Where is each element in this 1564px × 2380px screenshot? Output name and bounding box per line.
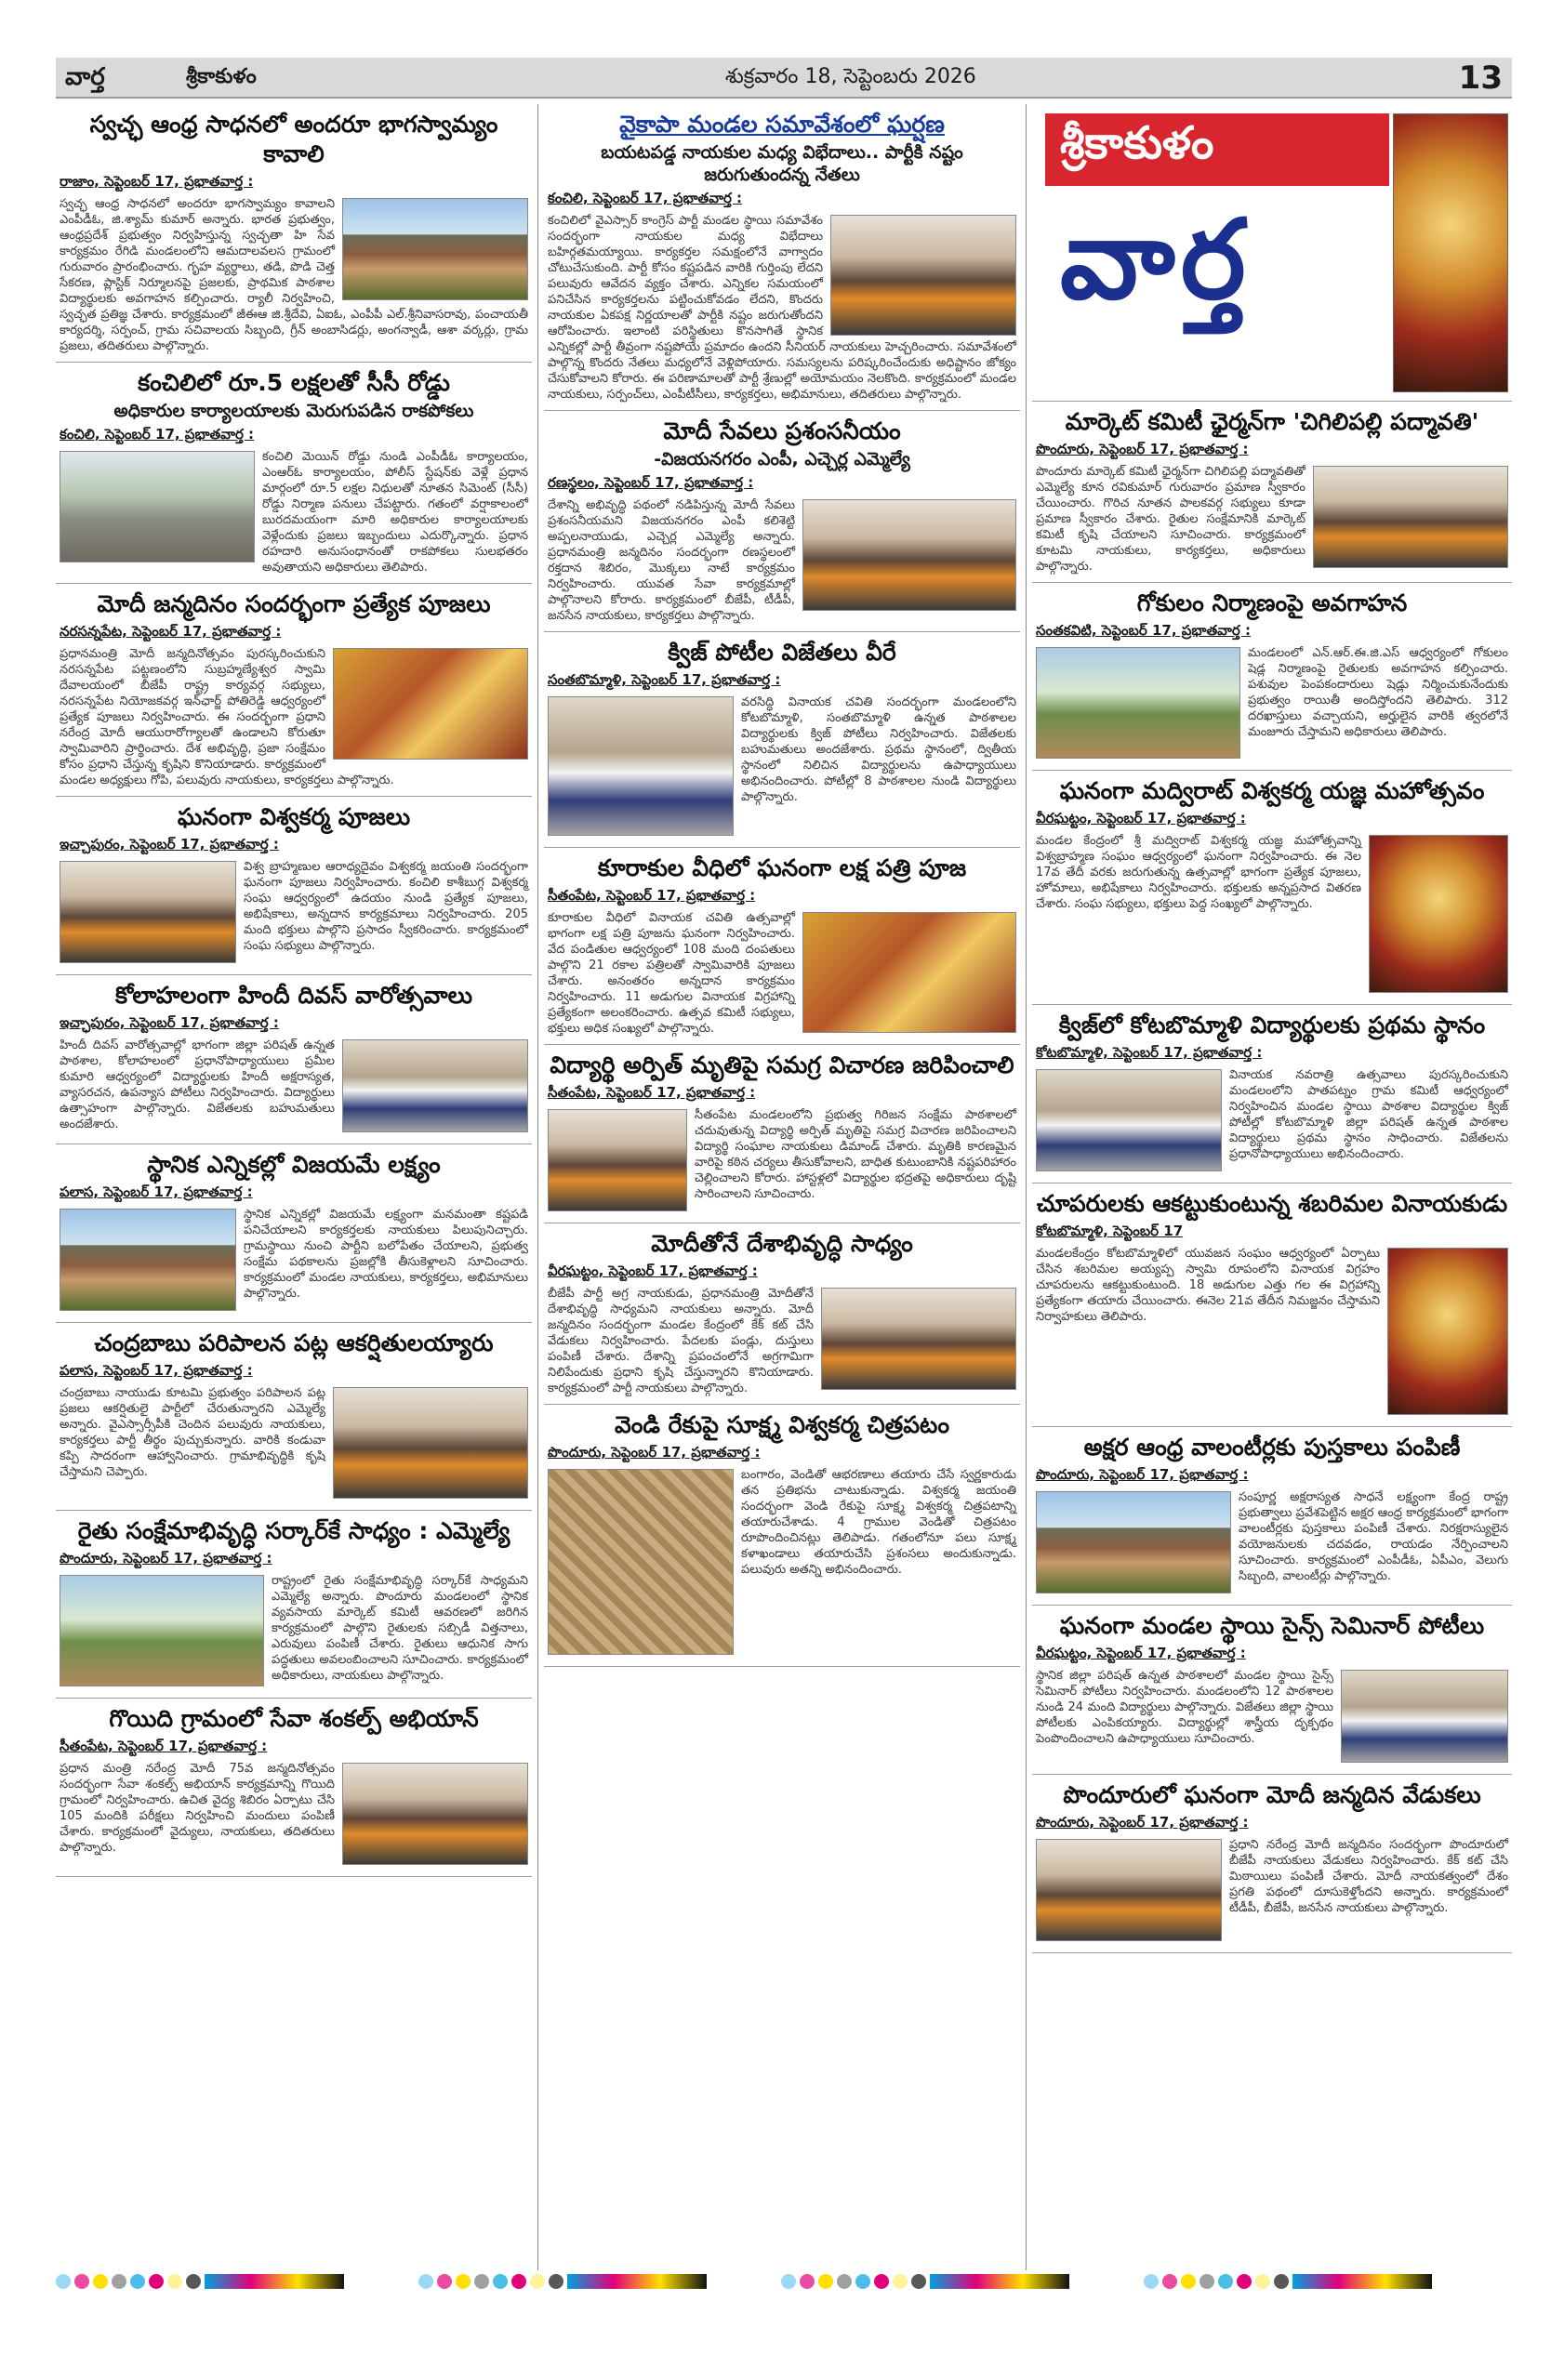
news-story xyxy=(544,411,1020,632)
registration-dot xyxy=(474,2274,489,2289)
story-photo xyxy=(1313,466,1508,568)
registration-dot xyxy=(818,2274,833,2289)
story-dateline: రాజాం, సెప్టెంబర్ 17, ప్రభాతవార్త : xyxy=(60,173,254,190)
masthead-photo xyxy=(1393,113,1508,392)
story-body: మండల కేంద్రంలో శ్రీ మద్విరాట్ విశ్వకర్మ యజ్ఞ మహోత్సవాన్ని విశ్వబ్రాహ్మణ సంఘం ఆధ్వర్యంలో ఘనంగా నిర్వహించారు. ఈ నెల 17వ తేదీ వరకు జరుగుతున్న ఉత్సవాల్లో భాగంగా ప్రత్యేక పూజలు, హోమాలు, అభిషేకాలు నిర్వహించారు. భక్తులకు అన్నప్రసాద వితరణ చేశారు. సంఘ సభ్యులు, భక్తులు పెద్ద సంఖ్యలో పాల్గొన్నారు. xyxy=(1036,834,1361,911)
news-story xyxy=(544,1405,1020,1667)
story-headline: పొందూరులో ఘనంగా మోదీ జన్మదిన వేడుకలు xyxy=(1063,1781,1481,1808)
news-story xyxy=(56,104,532,363)
registration-dot xyxy=(456,2274,471,2289)
story-body: కూరాకుల వీధిలో వినాయక చవితి ఉత్సవాల్లో భాగంగా లక్ష పత్రి పూజను ఘనంగా నిర్వహించారు. వేద పండితుల ఆధ్వర్యంలో 108 మంది దంపతులు పాల్గొని 21 రకాల పత్రిలతో స్వామివారికి పూజలు చేశారు. అనంతరం అన్నదాన కార్యక్రమం నిర్వహించారు. 11 అడుగుల వినాయక విగ్రహాన్ని ప్రత్యేకంగా అలంకరించారు. ఉత్సవ కమిటీ సభ్యులు, భక్తులు అధిక సంఖ్యలో పాల్గొన్నారు. xyxy=(548,911,795,1036)
news-story xyxy=(1032,1606,1512,1775)
story-dateline: సీతంపేట, సెప్టెంబర్ 17, ప్రభాతవార్త : xyxy=(548,1084,756,1101)
story-headline: రైతు సంక్షేమాభివృద్ధి సర్కార్‌కే సాధ్యం : ఎమ్మెల్యే xyxy=(77,1517,510,1544)
story-body: కంచిలి మెయిన్ రోడ్డు నుండి ఎంపీడీఓ కార్యాలయం, ఎంఆర్ఓ కార్యాలయం, పోలీస్ స్టేషన్‌కు వెళ్లే ప్రధాన మార్గంలో రూ.5 లక్షల నిధులతో నూతన సిమెంట్ (సీసీ) రోడ్డు నిర్మాణ పనులు చేపట్టారు. గతంలో వర్షాకాలంలో బురదమయంగా మారి అధికారుల కార్యాలయాలకు వెళ్లేందుకు ప్రజలు ఇబ్బందులు ఎదుర్కొన్నారు. ప్రధాన రహదారి అనుసంధానంతో రాకపోకలు సులభతరం అవుతాయని అధికారులు తెలిపారు. xyxy=(262,450,528,575)
registration-dot xyxy=(911,2274,926,2289)
story-body: స్థానిక జిల్లా పరిషత్ ఉన్నత పాఠశాలలో మండల స్థాయి సైన్స్ సెమినార్ పోటీలు నిర్వహించారు. మండలంలోని 12 పాఠశాలల నుండి 24 మంది విద్యార్థులు పాల్గొన్నారు. విజేతలు జిల్లా స్థాయి పోటీలకు ఎంపికయ్యారు. విద్యార్థుల్లో శాస్త్రీయ దృక్పథం పెంపొందించాలని ఉపాధ్యాయులు సూచించారు. xyxy=(1036,1669,1333,1746)
registration-dot xyxy=(1162,2274,1177,2289)
page-header xyxy=(56,58,1512,99)
story-photo xyxy=(830,215,1016,336)
story-headline: వైకాపా మండల సమావేశంలో ఘర్షణ xyxy=(619,111,945,138)
news-story xyxy=(544,1045,1020,1223)
registration-dot xyxy=(837,2274,852,2289)
registration-dot xyxy=(1181,2274,1196,2289)
news-story xyxy=(1032,1005,1512,1183)
story-headline: క్విజ్‌లో కోటబొమ్మాళి విద్యార్థులకు ప్రథమ స్థానం xyxy=(1058,1012,1486,1038)
news-story xyxy=(1032,402,1512,583)
story-body: మండలకేంద్రం కోటబొమ్మాళిలో యువజన సంఘం ఆధ్వర్యంలో ఏర్పాటు చేసిన శబరిమల అయ్యప్ప స్వామి రూపంలోని వినాయక విగ్రహం చూపరులను ఆకట్టుకుంటుంది. 18 అడుగుల ఎత్తు గల ఈ విగ్రహాన్ని ప్రత్యేకంగా తయారు చేయించారు. ఈనెల 21వ తేదీన నిమజ్జనం చేస్తామని నిర్వాహకులు తెలిపారు. xyxy=(1036,1247,1380,1324)
story-photo xyxy=(342,1039,528,1132)
story-body: రాష్ట్రంలో రైతు సంక్షేమాభివృద్ధి సర్కార్‌కే సాధ్యమని ఎమ్మెల్యే అన్నారు. పొందూరు మండలంలో స్థానిక వ్యవసాయ మార్కెట్ కమిటీ ఆవరణలో జరిగిన కార్యక్రమంలో పాల్గొని రైతులకు సబ్సిడీ విత్తనాలు, ఎరువులు పంపిణీ చేశారు. రైతులు ఆధునిక సాగు పద్ధతులు అవలంబించాలని సూచించారు. కార్యక్రమంలో అధికారులు, నాయకులు పాల్గొన్నారు. xyxy=(272,1574,528,1683)
registration-dot xyxy=(1200,2274,1214,2289)
story-headline: వెండి రేకుపై సూక్ష్మ విశ్వకర్మ చిత్రపటం xyxy=(614,1411,950,1438)
story-headline: మార్కెట్ కమిటీ ఛైర్మన్‌గా 'చిగిలిపల్లి పద్మావతి' xyxy=(1065,408,1479,435)
story-body: కంచిలిలో వైఎస్సార్ కాంగ్రెస్ పార్టీ మండల స్థాయి సమావేశం సందర్భంగా నాయకుల మధ్య విభేదాలు బహిర్గతమయ్యాయి. కార్యకర్తల సమక్షంలోనే వాగ్వాదం చోటుచేసుకుంది. పార్టీ కోసం కష్టపడిన వారికి గుర్తింపు లేదని పలువురు ఆవేదన వ్యక్తం చేశారు. ఎన్నికల సమయంలో పనిచేసిన కార్యకర్తలను పట్టించుకోవడం లేదని, కొందరు నాయకుల ఏకపక్ష నిర్ణయాలతో పార్టీకి నష్టం జరుగుతోందని ఆరోపించారు. ఇలాంటి పరిస్థితులు కొనసాగితే స్థానిక ఎన్నికల్లో పార్టీ తీవ్రంగా నష్టపోయే ప్రమాదం ఉందని సీనియర్ నాయకులు హెచ్చరించారు. సమావేశంలో పాల్గొన్న కొందరు నేతలు మధ్యలోనే వెళ్లిపోయారు. సమస్యలను పరిష్కరించేందుకు అధిష్టానం జోక్యం చేసుకోవాలని కోరారు. ఈ పరిణామాలతో పార్టీ శ్రేణుల్లో అయోమయం నెలకొంది. కార్యక్రమంలో మండల నాయకులు, సర్పంచ్‌లు, ఎంపీటీసీలు, కార్యకర్తలు, అభిమానులు, తదితరులు పాల్గొన్నారు. xyxy=(548,214,1016,402)
story-headline: గొయిది గ్రామంలో సేవా శంకల్ప్ అభియాన్ xyxy=(109,1705,479,1732)
masthead-title: వార్త xyxy=(1060,195,1252,324)
news-story xyxy=(56,1144,532,1323)
story-dateline: పలాస, సెప్టెంబర్ 17, ప్రభాతవార్త : xyxy=(60,1362,253,1379)
story-headline: విద్యార్థి అర్పిత్ మృతిపై సమగ్ర విచారణ జరిపించాలి xyxy=(550,1051,1014,1078)
column-middle xyxy=(544,104,1020,2270)
story-dateline: పొందూరు, సెప్టెంబర్ 17, ప్రభాతవార్త : xyxy=(1036,1814,1249,1831)
story-subhead: అధికారుల కార్యాలయాలకు మెరుగుపడిన రాకపోకలు xyxy=(113,401,474,421)
registration-dot xyxy=(893,2274,908,2289)
column-left xyxy=(56,104,532,2270)
registration-dot xyxy=(74,2274,89,2289)
story-dateline: వీరఘట్టం, సెప్టెంబర్ 17, ప్రభాతవార్త : xyxy=(1036,810,1246,826)
masthead-district: శ్రీకాకుళం xyxy=(1060,117,1214,169)
registration-bar xyxy=(567,2274,707,2289)
registration-dot xyxy=(511,2274,526,2289)
registration-dot xyxy=(1255,2274,1270,2289)
story-photo xyxy=(1036,647,1240,759)
story-dateline: కంచిలి, సెప్టెంబర్ 17, ప్రభాతవార్త : xyxy=(548,190,743,206)
story-body: స్థానిక ఎన్నికల్లో విజయమే లక్ష్యంగా మనమంతా కష్టపడి పనిచేయాలని కార్యకర్తలకు నాయకులు పిలుపునిచ్చారు. గ్రామస్థాయి నుంచి పార్టీని బలోపేతం చేయాలని, ప్రభుత్వ సంక్షేమ పథకాలను ప్రజల్లోకి తీసుకెళ్లాలని సూచించారు. కార్యక్రమంలో మండల నాయకులు, కార్యకర్తలు, అభిమానులు పాల్గొన్నారు. xyxy=(244,1208,528,1301)
story-body: వరసిద్ధి వినాయక చవితి సందర్భంగా మండలంలోని కోటబొమ్మాళి, సంతబొమ్మాళి ఉన్నత పాఠశాలల విద్యార్థులకు క్విజ్ పోటీలు నిర్వహించారు. విజేతలకు బహుమతులు అందజేశారు. ప్రథమ స్థానంలో, ద్వితీయ స్థానంలో నిలిచిన విద్యార్థులను ఉపాధ్యాయులు అభినందించారు. పోటీల్లో 8 పాఠశాలల నుండి విద్యార్థులు పాల్గొన్నారు. xyxy=(741,695,1016,804)
story-dateline: కోటబొమ్మాళి, సెప్టెంబర్ 17 xyxy=(1036,1223,1184,1239)
story-dateline: కోటబొమ్మాళి, సెప్టెంబర్ 17, ప్రభాతవార్త : xyxy=(1036,1044,1263,1061)
news-story xyxy=(56,584,532,797)
story-body: చంద్రబాబు నాయుడు కూటమి ప్రభుత్వం పరిపాలన పట్ల ప్రజలు ఆకర్షితులై పార్టీలో చేరుతున్నారని ఎమ్మెల్యే అన్నారు. వైఎస్సార్సీపీకి చెందిన పలువురు నాయకులు, కార్యకర్తలు పార్టీ తీర్థం పుచ్చుకున్నారు. వారికి కండువా కప్పి సాదరంగా ఆహ్వానించారు. గ్రామాభివృద్ధికి కృషి చేస్తామని చెప్పారు. xyxy=(60,1386,325,1479)
column-right xyxy=(1032,104,1512,2270)
news-story xyxy=(1032,1427,1512,1606)
story-headline: స్థానిక ఎన్నికల్లో విజయమే లక్ష్యం xyxy=(147,1151,441,1178)
news-story xyxy=(56,363,532,584)
news-story xyxy=(56,797,532,975)
registration-bar xyxy=(1292,2274,1432,2289)
district-name: శ్రీకాకుళం xyxy=(186,65,257,88)
story-headline: ఘనంగా విశ్వకర్మ పూజలు xyxy=(177,803,411,830)
story-dateline: పొందూరు, సెప్టెంబర్ 17, ప్రభాతవార్త : xyxy=(1036,441,1249,457)
registration-dot xyxy=(1237,2274,1252,2289)
news-story xyxy=(1032,583,1512,771)
story-photo xyxy=(1387,1248,1508,1415)
masthead xyxy=(1032,104,1512,402)
story-photo xyxy=(60,451,255,562)
registration-dot xyxy=(781,2274,796,2289)
story-dateline: రణస్థలం, సెప్టెంబర్ 17, ప్రభాతవార్త : xyxy=(548,474,754,491)
registration-bar xyxy=(205,2274,344,2289)
story-headline: అక్షర ఆంధ్ర వాలంటీర్లకు పుస్తకాలు పంపిణీ xyxy=(1083,1434,1461,1461)
story-dateline: పలాస, సెప్టెంబర్ 17, ప్రభాతవార్త : xyxy=(60,1183,253,1200)
story-headline: కోలాహలంగా హిందీ దివస్ వారోత్సవాలు xyxy=(114,982,473,1009)
story-photo xyxy=(60,1209,236,1311)
news-story xyxy=(1032,1775,1512,1953)
story-subhead: -విజయనగరం ఎంపీ, ఎచ్చెర్ల ఎమ్మెల్యే xyxy=(654,449,910,469)
registration-dot xyxy=(418,2274,433,2289)
story-headline: క్విజ్ పోటీల విజేతలు వీరే xyxy=(668,639,896,666)
story-photo xyxy=(548,696,734,836)
news-story xyxy=(544,1223,1020,1405)
news-story xyxy=(544,632,1020,848)
story-dateline: వీరఘట్టం, సెప్టెంబర్ 17, ప్రభాతవార్త : xyxy=(1036,1645,1246,1661)
story-photo xyxy=(548,1109,687,1211)
story-photo xyxy=(342,1763,528,1865)
story-headline: మోదీ సేవలు ప్రశంసనీయం xyxy=(663,417,901,444)
story-dateline: వీరఘట్టం, సెప్టెంబర్ 17, ప్రభాతవార్త : xyxy=(548,1263,758,1279)
story-body: దేశాన్ని అభివృద్ధి పథంలో నడిపిస్తున్న మోదీ సేవలు ప్రశంసనీయమని విజయనగరం ఎంపీ కలిశెట్టి అప్పలనాయుడు, ఎచ్చెర్ల ఎమ్మెల్యే అన్నారు. ప్రధానమంత్రి జన్మదినం సందర్భంగా రణస్థలంలో రక్తదాన శిబిరం, మొక్కలు నాటే కార్యక్రమం నిర్వహించారు. యువత సేవా కార్యక్రమాల్లో పాల్గొనాలని కోరారు. కార్యక్రమంలో బీజేపీ, టీడీపీ, జనసేన నాయకులు, కార్యకర్తలు పాల్గొన్నారు. xyxy=(548,498,795,623)
story-dateline: పొందూరు, సెప్టెంబర్ 17, ప్రభాతవార్త : xyxy=(1036,1466,1249,1483)
story-photo xyxy=(1369,835,1508,993)
story-photo xyxy=(60,1575,264,1686)
column-divider xyxy=(1026,104,1027,2270)
story-dateline: కంచిలి, సెప్టెంబర్ 17, ప్రభాతవార్త : xyxy=(60,426,255,443)
story-photo xyxy=(1036,1491,1231,1593)
story-headline: చంద్రబాబు పరిపాలన పట్ల ఆకర్షితులయ్యారు xyxy=(94,1329,494,1356)
story-body: పొందూరు మార్కెట్ కమిటీ ఛైర్మన్‌గా చిగిలిపల్లి పద్మావతితో ఎమ్మెల్యే కూన రవికుమార్ గురువారం ప్రమాణ స్వీకారం చేయించారు. గొరిచ నూతన పాలకవర్గ సభ్యులు కూడా ప్రమాణ స్వీకారం చేశారు. రైతుల సంక్షేమానికి మార్కెట్ కమిటీ కృషి చేయాలని సూచించారు. కార్యక్రమంలో కూటమి నాయకులు, కార్యకర్తలు, అధికారులు పాల్గొన్నారు. xyxy=(1036,465,1306,574)
column-divider xyxy=(537,104,538,2270)
story-headline: స్వచ్ఛ ఆంధ్ర సాధనలో అందరూ భాగస్వామ్యం కావాలి xyxy=(89,111,498,167)
registration-dot xyxy=(800,2274,815,2289)
story-body: సీతంపేట మండలంలోని ప్రభుత్వ గిరిజన సంక్షేమ పాఠశాలలో చదువుతున్న విద్యార్థి అర్పిత్ మృతిపై సమగ్ర విచారణ జరిపించాలని విద్యార్థి సంఘాల నాయకులు డిమాండ్ చేశారు. మృతికి కారణమైన వారిపై కఠిన చర్యలు తీసుకోవాలని, బాధిత కుటుంబానికి నష్టపరిహారం చెల్లించాలని కోరారు. హాస్టళ్లలో విద్యార్థుల భద్రతపై అధికారులు దృష్టి సారించాలని సూచించారు. xyxy=(695,1108,1016,1201)
story-headline: కంచిలిలో రూ.5 లక్షలతో సీసీ రోడ్డు xyxy=(138,369,450,396)
registration-dot xyxy=(149,2274,164,2289)
registration-dot xyxy=(56,2274,71,2289)
story-body: సంపూర్ణ అక్షరాస్యత సాధనే లక్ష్యంగా కేంద్ర రాష్ట్ర ప్రభుత్వాలు ప్రవేశపెట్టిన అక్షర ఆంధ్ర కార్యక్రమంలో భాగంగా వాలంటీర్లకు పుస్తకాలు పంపిణీ చేశారు. నిరక్షరాస్యులైన వయోజనులకు చదవడం, రాయడం నేర్పించాలని సూచించారు. కార్యక్రమంలో ఎంపీడీఓ, ఏపీఎం, వెలుగు సిబ్బంది, వాలంటీర్లు పాల్గొన్నారు. xyxy=(1239,1490,1508,1583)
registration-dot xyxy=(855,2274,870,2289)
story-photo xyxy=(821,1288,1016,1390)
story-headline: ఘనంగా మండల స్థాయి సైన్స్ సెమినార్ పోటీలు xyxy=(1059,1612,1485,1639)
news-story xyxy=(544,104,1020,411)
paper-name: వార్త xyxy=(65,63,105,91)
story-photo xyxy=(548,1469,734,1655)
story-dateline: పొందూరు, సెప్టెంబర్ 17, ప్రభాతవార్త : xyxy=(548,1444,761,1461)
story-body: ప్రధానమంత్రి మోదీ జన్మదినోత్సవం పురస్కరించుకుని నరసన్నపేట పట్టణంలోని సుబ్రహ్మణ్యేశ్వర స్వామి దేవాలయంలో బీజేపీ రాష్ట్ర కార్యవర్గ సభ్యులు, నరసన్నపేట నియోజకవర్గ ఇన్‌ఛార్జ్ పోతిరెడ్డి ఆధ్వర్యంలో ప్రత్యేక పూజలు నిర్వహించారు. ఈ సందర్భంగా ప్రధాని నరేంద్ర మోదీ ఆయురారోగ్యాలతో ఉండాలని కోరుతూ స్వామివారిని ప్రార్థించారు. దేశ అభివృద్ధి, ప్రజా సంక్షేమం కోసం ప్రధాని చేస్తున్న కృషిని కొనియాడారు. కార్యక్రమంలో మండల అధ్యక్షులు గోపి, పలువురు నాయకులు, కార్యకర్తలు పాల్గొన్నారు. xyxy=(60,647,394,787)
story-dateline: పొందూరు, సెప్టెంబర్ 17, ప్రభాతవార్త : xyxy=(60,1550,272,1567)
story-headline: మోదీ జన్మదినం సందర్భంగా ప్రత్యేక పూజలు xyxy=(97,590,491,617)
registration-dot xyxy=(130,2274,145,2289)
story-photo xyxy=(333,1387,528,1499)
registration-dot xyxy=(530,2274,545,2289)
story-photo xyxy=(802,912,1016,1033)
story-photo xyxy=(1036,1069,1222,1171)
story-body: ప్రధాని నరేంద్ర మోదీ జన్మదినం సందర్భంగా పొందూరులో బీజేపీ నాయకులు వేడుకలు నిర్వహించారు. కేక్ కట్ చేసి మిఠాయిలు పంపిణీ చేశారు. మోదీ నాయకత్వంలో దేశం ప్రగతి పథంలో దూసుకెళ్తోందని అన్నారు. కార్యక్రమంలో టీడీపీ, బీజేపీ, జనసేన నాయకులు పాల్గొన్నారు. xyxy=(1229,1838,1508,1915)
story-body: విశ్వ బ్రాహ్మణుల ఆరాధ్యదైవం విశ్వకర్మ జయంతి సందర్భంగా ఘనంగా పూజలు నిర్వహించారు. కంచిలి కాశీబుగ్గ విశ్వకర్మ సంఘ ఆధ్వర్యంలో ఉదయం నుండి ప్రత్యేక పూజలు, అభిషేకాలు, అన్నదాన కార్యక్రమాలు నిర్వహించారు. 205 మంది భక్తులు పాల్గొని ప్రసాదం స్వీకరించారు. కార్యక్రమంలో సంఘ సభ్యులు పాల్గొన్నారు. xyxy=(244,860,528,953)
story-headline: ఘనంగా మద్విరాట్ విశ్వకర్మ యజ్ఞ మహోత్సవం xyxy=(1059,777,1485,804)
story-dateline: సంతకవిటి, సెప్టెంబర్ 17, ప్రభాతవార్త : xyxy=(1036,622,1252,639)
news-story xyxy=(56,1511,532,1699)
story-body: వినాయక నవరాత్రి ఉత్సవాలు పురస్కరించుకుని మండలంలోని పాతపట్నం గ్రామ కమిటీ ఆధ్వర్యంలో నిర్వహించిన మండల స్థాయి పాఠశాల విద్యార్థుల క్విజ్ పోటీల్లో కోటబొమ్మాళి జిల్లా పరిషత్ ఉన్నత పాఠశాల విద్యార్థులు ప్రథమ స్థానం సాధించారు. విజేతలను ప్రధానోపాధ్యాయులు అభినందించారు. xyxy=(1229,1068,1508,1161)
news-story xyxy=(56,1323,532,1511)
news-story xyxy=(56,975,532,1144)
news-story xyxy=(56,1699,532,1877)
story-dateline: సీతంపేట, సెప్టెంబర్ 17, ప్రభాతవార్త : xyxy=(548,887,756,904)
story-subhead: బయటపడ్డ నాయకుల మధ్య విభేదాలు.. పార్టీకి నష్టం జరుగుతుందన్న నేతలు xyxy=(601,142,963,185)
registration-dot xyxy=(437,2274,452,2289)
registration-dot xyxy=(112,2274,126,2289)
story-body: బంగారం, వెండితో ఆభరణాలు తయారు చేసే స్వర్ణకారుడు తన ప్రతిభను చాటుకున్నాడు. విశ్వకర్మ జయంతి సందర్భంగా వెండి రేకుపై సూక్ష్మ విశ్వకర్మ చిత్రపటాన్ని తయారుచేశాడు. 4 గ్రాముల వెండితో చిత్రపటం రూపొందించినట్లు తెలిపాడు. గతంలోనూ పలు సూక్ష్మ కళాఖండాలు తయారుచేసి ప్రశంసలు అందుకున్నాడు. పలువురు అతన్ని అభినందించారు. xyxy=(741,1468,1016,1577)
story-photo xyxy=(1036,1839,1222,1941)
registration-dot xyxy=(549,2274,563,2289)
story-body: హిందీ దివస్ వారోత్సవాల్లో భాగంగా జిల్లా పరిషత్ ఉన్నత పాఠశాల, కోలాహలంలో ప్రధానోపాధ్యాయులు ప్రమీల కుమారి ఆధ్వర్యంలో విద్యార్థులకు హిందీ అక్షరాస్యత, వ్యాసరచన, ఉపన్యాస పోటీలు నిర్వహించారు. విద్యార్థులు ఉత్సాహంగా పాల్గొన్నారు. విజేతలకు బహుమతులు అందజేశారు. xyxy=(60,1038,335,1131)
story-body: స్వచ్ఛ ఆంధ్ర సాధనలో అందరూ భాగస్వామ్యం కావాలని ఎంపీడీఓ, జి.శ్యామ్ కుమార్ అన్నారు. భారత ప్రభుత్వం, ఆంధ్రప్రదేశ్ ప్రభుత్వం నిర్వహిస్తున్న స్వచ్ఛతా హి సేవ కార్యక్రమం రేగిడి మండలంలోని ఆమదాలవలస గ్రామంలో గురువారం ప్రారంభించారు. గృహ వ్యర్థాలు, తడి, పొడి చెత్త సేకరణ, ప్లాస్టిక్ నిర్మూలనపై ప్రజలకు, ప్రాథమిక పాఠశాల విద్యార్థులకు అవగాహన కల్పించారు. ర్యాలీ నిర్వహించి, స్వచ్ఛత ప్రతిజ్ఞ చేశారు. కార్యక్రమంలో జీఈఆ జి.శ్రీదేవి, ఏఐఓ, ఎంపీపీ ఎల్.శ్రీనివాసరావు, పంచాయతీ కార్యదర్శి, సర్పంచ్, గ్రామ సచివాలయ సిబ్బంది, గ్రీన్ అంబాసిడర్లు, అంగన్వాడీ, ఆశా వర్కర్లు, గ్రామ ప్రజలు, తదితరులు పాల్గొన్నారు. xyxy=(60,197,528,353)
registration-dot xyxy=(1218,2274,1233,2289)
story-body: ప్రధాన మంత్రి నరేంద్ర మోదీ 75వ జన్మదినోత్సవం సందర్భంగా సేవా శంకల్ప్ అభియాన్ కార్యక్రమాన్ని గొయిది గ్రామంలో నిర్వహించారు. ఉచిత వైద్య శిబిరం ఏర్పాటు చేసి 105 మందికి పరీక్షలు నిర్వహించి మందులు పంపిణీ చేశారు. కార్యక్రమంలో వైద్యులు, నాయకులు, తదితరులు పాల్గొన్నారు. xyxy=(60,1762,335,1855)
story-body: బీజేపీ పార్టీ అగ్ర నాయకుడు, ప్రధానమంత్రి మోదీతోనే దేశాభివృద్ధి సాధ్యమని నాయకులు అన్నారు. మోదీ జన్మదినం సందర్భంగా మండల కేంద్రంలో కేక్ కట్ చేసి వేడుకలు నిర్వహించారు. పేదలకు పండ్లు, దుస్తులు పంపిణీ చేశారు. దేశాన్ని ప్రపంచంలోనే అగ్రగామిగా నిలిపేందుకు ప్రధాని కృషి చేస్తున్నారని కొనియాడారు. కార్యక్రమంలో పార్టీ నాయకులు పాల్గొన్నారు. xyxy=(548,1287,814,1395)
story-photo xyxy=(802,499,1016,611)
printer-color-bar xyxy=(56,2272,1512,2291)
registration-dot xyxy=(1274,2274,1289,2289)
story-headline: కూరాకుల వీధిలో ఘనంగా లక్ష పత్రి పూజ xyxy=(597,854,967,881)
registration-dot xyxy=(186,2274,201,2289)
story-dateline: నరసన్నపేట, సెప్టెంబర్ 17, ప్రభాతవార్త : xyxy=(60,623,282,640)
story-photo xyxy=(1341,1670,1508,1763)
news-story xyxy=(1032,771,1512,1005)
registration-dot xyxy=(874,2274,889,2289)
story-dateline: ఇచ్చాపురం, సెప్టెంబర్ 17, ప్రభాతవార్త : xyxy=(60,836,279,853)
registration-dot xyxy=(1144,2274,1159,2289)
news-story xyxy=(544,848,1020,1045)
story-headline: మోదీతోనే దేశాభివృద్ధి సాధ్యం xyxy=(651,1230,913,1257)
story-photo xyxy=(342,198,528,300)
story-dateline: సంతబొమ్మాళి, సెప్టెంబర్ 17, ప్రభాతవార్త : xyxy=(548,671,781,688)
news-story xyxy=(1032,1183,1512,1427)
story-headline: గోకులం నిర్మాణంపై అవగాహన xyxy=(1136,589,1408,616)
registration-dot xyxy=(167,2274,182,2289)
story-photo xyxy=(333,648,528,760)
story-photo xyxy=(60,861,236,963)
story-body: మండలంలో ఎన్.ఆర్.ఈ.జి.ఎస్ ఆధ్వర్యంలో గోకులం షెడ్ల నిర్మాణంపై రైతులకు అవగాహన కల్పించారు. పశువుల పెంపకందారులు షెడ్లు నిర్మించుకునేందుకు ప్రభుత్వం రాయితీ అందిస్తోందని తెలిపారు. 312 దరఖాస్తులు వచ్చాయని, అర్హులైన వారికి త్వరలోనే మంజూరు చేస్తామని అధికారులు తెలిపారు. xyxy=(1248,646,1508,739)
story-dateline: ఇచ్ఛాపురం, సెప్టెంబర్ 17, ప్రభాతవార్త : xyxy=(60,1014,279,1031)
story-headline: చూపరులకు ఆకట్టుకుంటున్న శబరిమల వినాయకుడు xyxy=(1036,1190,1508,1217)
page-number: 13 xyxy=(1458,60,1503,97)
story-dateline: సీతంపేట, సెప్టెంబర్ 17, ప్రభాతవార్త : xyxy=(60,1738,268,1754)
issue-date: శుక్రవారం 18, సెప్టెంబరు 2026 xyxy=(725,65,976,88)
registration-bar xyxy=(930,2274,1069,2289)
registration-dot xyxy=(93,2274,108,2289)
registration-dot xyxy=(493,2274,508,2289)
